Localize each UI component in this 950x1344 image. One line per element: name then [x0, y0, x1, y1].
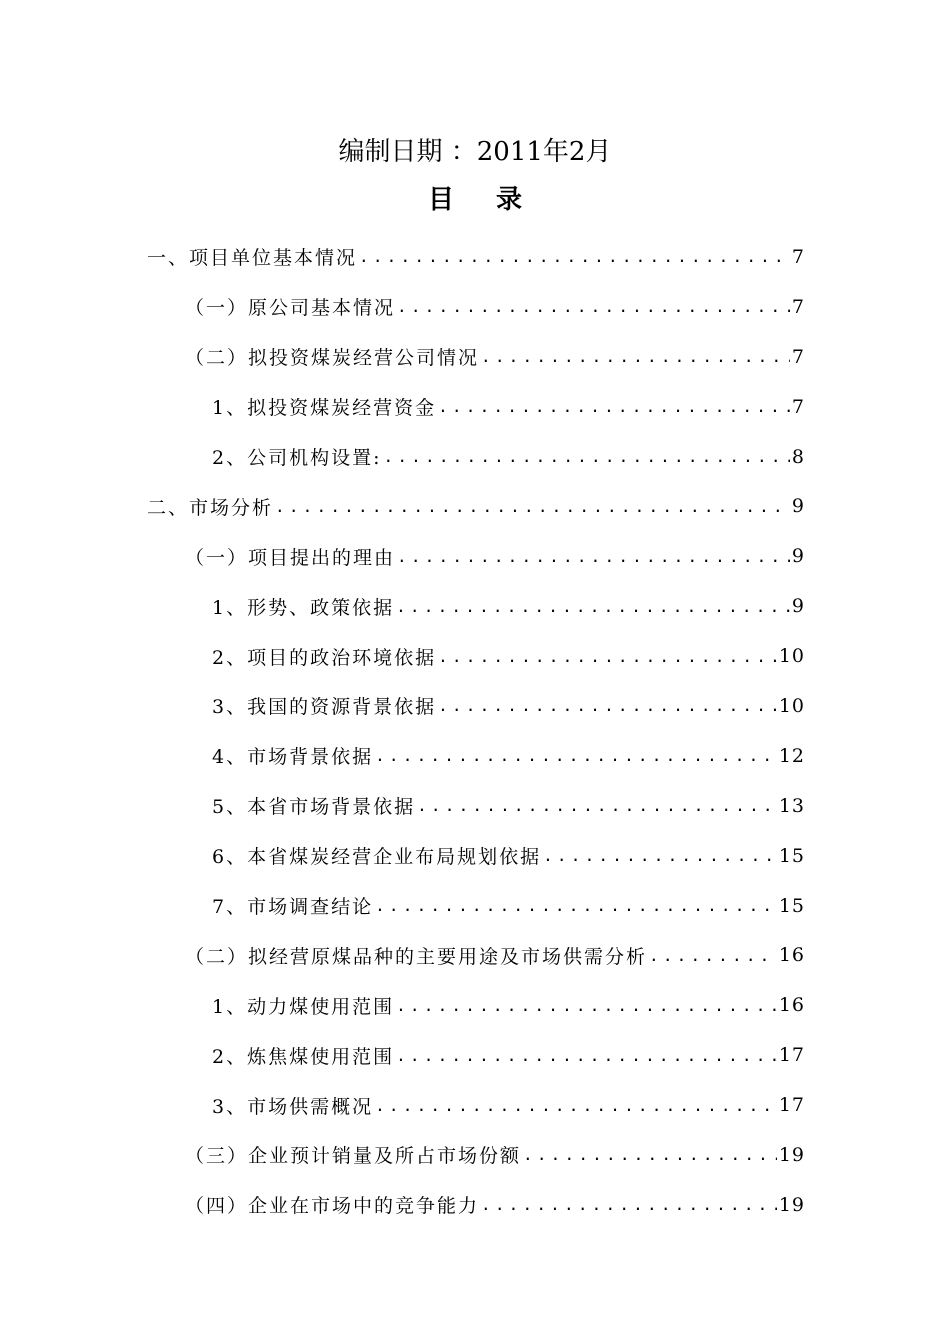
toc-entry-page: 17	[778, 1044, 805, 1067]
toc-dot-leader	[397, 547, 790, 566]
toc-entry-label: （一）项目提出的理由	[185, 546, 396, 569]
toc-entry[interactable]	[0, 631, 950, 681]
toc-entry-label: 二、市场分析	[147, 496, 274, 519]
toc-entry-label: 2、公司机构设置:	[212, 447, 382, 469]
toc-entry[interactable]	[0, 881, 950, 931]
toc-entry[interactable]	[0, 481, 950, 531]
toc-dot-leader	[397, 297, 790, 316]
toc-entry[interactable]	[0, 1130, 950, 1180]
toc-entry[interactable]	[0, 980, 950, 1030]
toc-entry[interactable]	[0, 1030, 950, 1080]
toc-dot-leader	[396, 597, 790, 616]
toc-entry-page: 7	[791, 245, 805, 268]
toc-entry-page: 10	[778, 645, 805, 668]
toc-entry[interactable]	[0, 831, 950, 881]
toc-dot-leader	[375, 746, 777, 765]
toc-entry-label: 2、项目的政治环境依据	[212, 646, 437, 669]
toc-entry-label: 3、我国的资源背景依据	[212, 696, 437, 719]
toc-entry-page: 7	[791, 295, 805, 318]
toc-entry-page: 10	[778, 694, 805, 717]
toc-dot-leader	[396, 1046, 777, 1065]
toc-dot-leader	[275, 497, 790, 516]
toc-dot-leader	[438, 696, 777, 715]
toc-dot-leader	[438, 397, 790, 416]
toc-entry-label: 5、本省市场背景依据	[212, 796, 416, 819]
toc-entry-page: 9	[791, 545, 805, 568]
toc-entry-page: 7	[791, 345, 805, 368]
toc-entry-label: 7、市场调查结论	[212, 896, 374, 919]
toc-dot-leader	[543, 846, 777, 865]
toc-entry-page: 7	[791, 395, 805, 418]
toc-entry[interactable]	[0, 282, 950, 332]
toc-entry-page: 16	[778, 944, 805, 967]
toc-title: 目录	[427, 185, 564, 215]
toc-entry[interactable]	[0, 382, 950, 432]
toc-dot-leader	[417, 796, 777, 815]
toc-entry-page: 15	[778, 894, 805, 917]
toc-entry-page: 9	[791, 595, 805, 618]
toc-entry-label: 4、市场背景依据	[212, 746, 374, 769]
toc-dot-leader	[384, 447, 790, 466]
toc-dot-leader	[481, 347, 790, 366]
toc-entry-label: （二）拟经营原煤品种的主要用途及市场供需分析	[185, 945, 648, 968]
toc-entry-label: 一、项目单位基本情况	[147, 247, 358, 270]
toc-entry-label: 2、炼焦煤使用范围	[212, 1045, 395, 1068]
toc-entry[interactable]	[0, 781, 950, 831]
toc-entry-label: 1、拟投资煤炭经营资金	[212, 397, 437, 420]
toc-entry-label: （一）原公司基本情况	[185, 297, 396, 320]
toc-entry-page: 19	[778, 1193, 805, 1216]
toc-entry-label: 3、市场供需概况	[212, 1095, 374, 1118]
toc-entry-label: 1、动力煤使用范围	[212, 995, 395, 1018]
toc-dot-leader	[523, 1145, 777, 1164]
toc-entry[interactable]	[0, 432, 950, 482]
toc-entry-label: 1、形势、政策依据	[212, 596, 395, 619]
toc-entry[interactable]	[0, 1180, 950, 1230]
toc-dot-leader	[396, 996, 777, 1015]
toc-entry-page: 13	[778, 794, 805, 817]
toc-entry-page: 12	[778, 744, 805, 767]
toc-entry[interactable]	[0, 232, 950, 282]
toc-entry[interactable]	[0, 731, 950, 781]
toc-entry-page: 16	[778, 994, 805, 1017]
toc-entry-page: 15	[778, 844, 805, 867]
toc-entry-page: 17	[778, 1094, 805, 1117]
toc-entry[interactable]	[0, 581, 950, 631]
toc-entry-label: （三）企业预计销量及所占市场份额	[185, 1145, 522, 1168]
toc-entry[interactable]	[0, 681, 950, 731]
toc-entry-label: 6、本省煤炭经营企业布局规划依据	[212, 846, 542, 869]
table-of-contents	[0, 232, 950, 1230]
compile-date: 编制日期 ：2011年2月	[338, 137, 612, 167]
toc-dot-leader	[649, 946, 777, 965]
toc-entry[interactable]	[0, 1080, 950, 1130]
toc-entry-page: 9	[791, 495, 805, 518]
toc-entry-page: 19	[778, 1143, 805, 1166]
toc-dot-leader	[359, 247, 790, 266]
toc-dot-leader	[375, 1096, 777, 1115]
toc-entry-label: （四）企业在市场中的竞争能力	[185, 1195, 480, 1218]
toc-dot-leader	[375, 896, 777, 915]
toc-dot-leader	[438, 647, 777, 666]
toc-dot-leader	[481, 1195, 777, 1214]
toc-entry[interactable]	[0, 531, 950, 581]
toc-entry[interactable]	[0, 332, 950, 382]
toc-entry-page: 8	[791, 445, 805, 468]
toc-entry-label: （二）拟投资煤炭经营公司情况	[185, 347, 480, 370]
toc-entry[interactable]	[0, 930, 950, 980]
